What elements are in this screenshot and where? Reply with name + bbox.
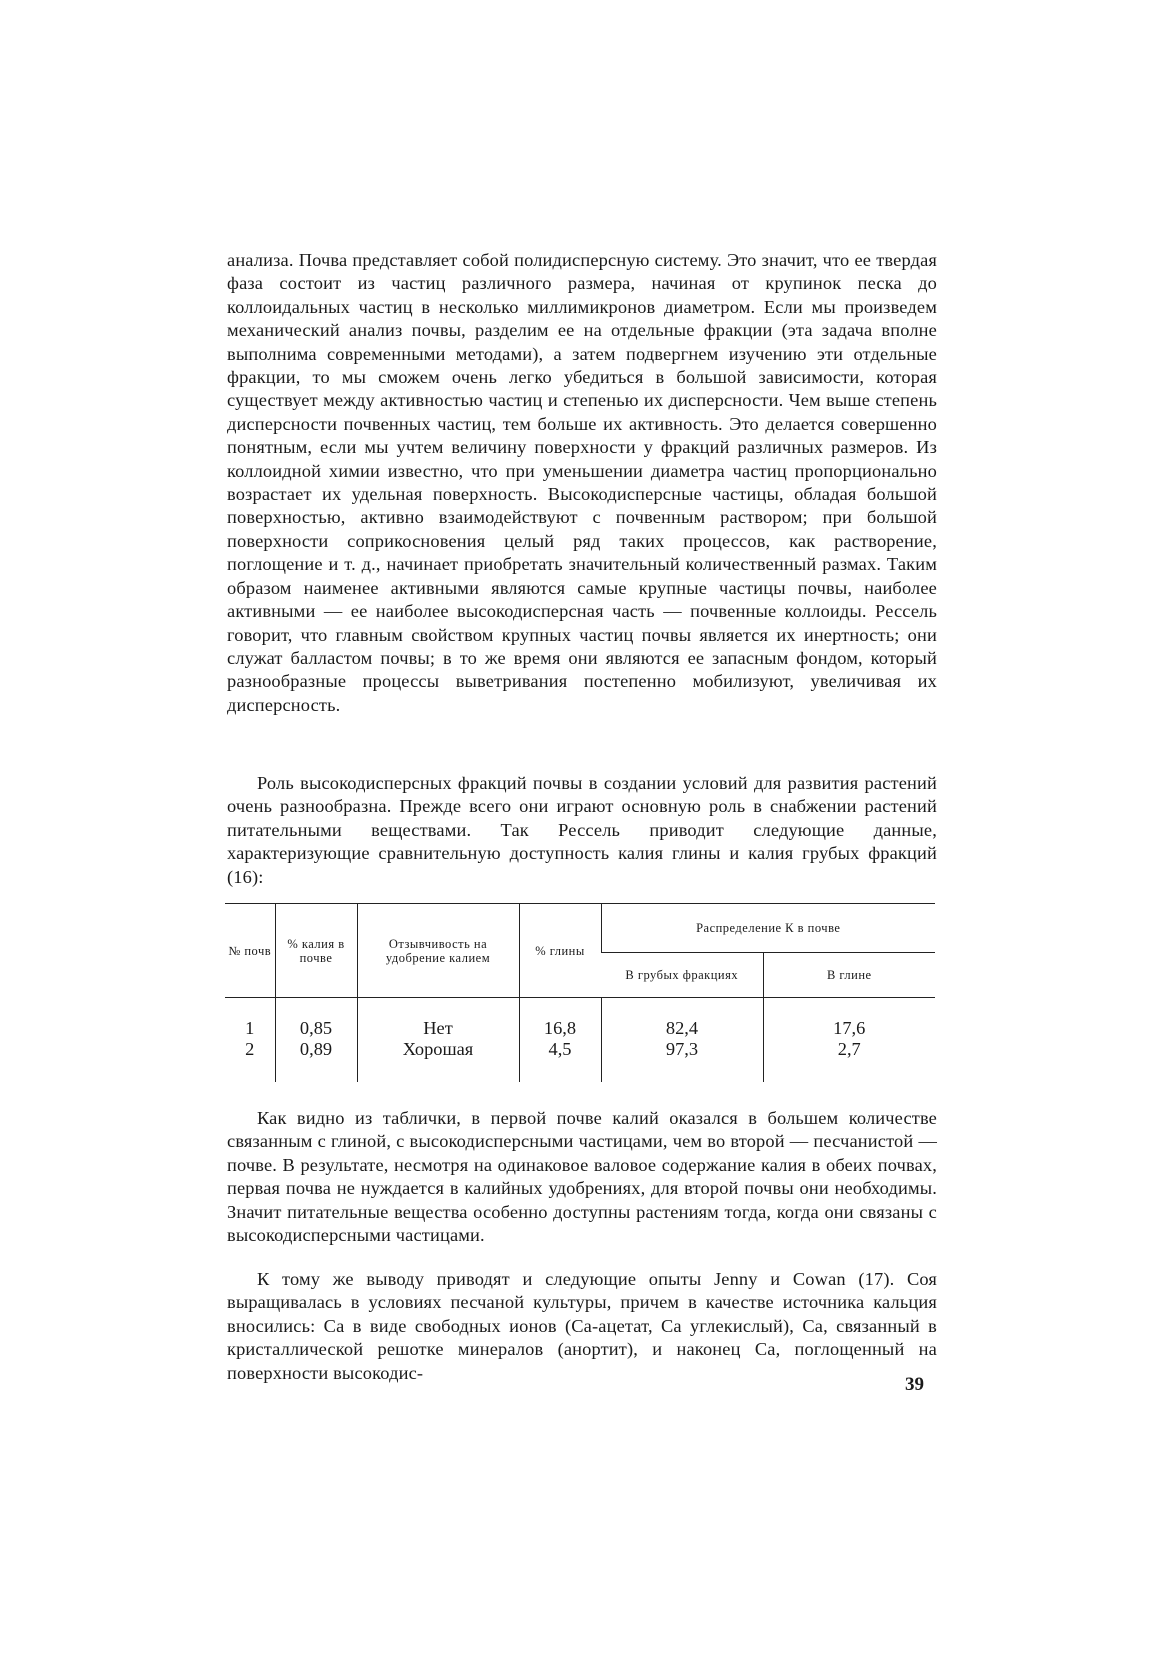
- cell-clay: 2,7: [763, 1039, 935, 1060]
- paragraph-1: анализа. Почва представляет собой полидисперсную систему. Это значит, что ее твердая фаза состоит из частиц различного размера, начиная от крупинок песка до коллоидальных частиц в несколько миллимикронов диаметром. Если мы произведем механический анализ почвы, разделим ее на отдельные фракции (эта задача вполне выполнима современными методами), а затем подвергнем изучению эти отдельные фракции, то мы сможем очень легко убедиться в большой зависимости, которая существует между активностью частиц и степенью их дисперсности. Чем выше степень дисперсности почвенных частиц, тем больше их активность. Это делается совершенно понятным, если мы учтем величину поверхности у фракций различных размеров. Из коллоидной химии известно, что при уменьшении диаметра частиц пропорционально возрастает их удельная поверхность. Высокодисперсные частицы, обладая большой поверхностью, активно взаимодействуют с почвенным раствором; при большой поверхности соприкосновения целый ряд таких процессов, как растворение, поглощение и т. д., начинает приобретать значительный количественный размах. Таким образом наименее активными являются самые крупные частицы почвы, наиболее активными — ее наиболее высокодисперсная часть — почвенные коллоиды. Рессель говорит, что главным свойством крупных частиц почвы является их инертность; они служат балластом почвы; в то же время они являются ее запасным фондом, который разнообразные процессы выветривания постепенно мобилизуют, увеличивая их дисперсность.: [227, 250, 937, 715]
- header-k-distribution: Распределение К в почве: [601, 904, 935, 953]
- header-fertilizer-response: Отзывчивость на удобрение калием: [357, 904, 519, 998]
- cell-response: Хорошая: [357, 1039, 519, 1060]
- cell-response: Нет: [357, 1018, 519, 1039]
- potassium-table: [225, 903, 935, 1082]
- page-number: 39: [905, 1374, 924, 1395]
- table-row: [225, 1018, 935, 1039]
- cell-clay-percent: 16,8: [519, 1018, 601, 1039]
- paragraph-3: Как видно из таблички, в первой почве калий оказался в большем количестве связанным с глиной, с высокодисперсными частицами, чем во второй — песчанистой — почве. В результате, несмотря на одинаковое валовое содержание калия в обеих почвах, первая почва не нуждается в калийных удобрениях, для второй почвы они необходимы. Значит питательные вещества особенно доступны растениям тогда, когда они связаны с высокодисперсными частицами.: [227, 1108, 937, 1246]
- cell-soil-number: 2: [245, 1039, 255, 1059]
- header-coarse-fractions: В грубых фракциях: [601, 953, 763, 998]
- header-clay-percent: % глины: [519, 904, 601, 998]
- cell-coarse: 82,4: [601, 1018, 763, 1039]
- paragraph-2: Роль высокодисперсных фракций почвы в создании условий для развития растений очень разнообразна. Прежде всего они играют основную роль в снабжении растений питательными веществами. Так Рессель приводит следующие данные, характеризующие сравнительную доступность калия глины и калия грубых фракций (16):: [227, 773, 937, 887]
- cell-soil-number: 1: [245, 1018, 255, 1038]
- cell-coarse: 97,3: [601, 1039, 763, 1060]
- paragraph-4: К тому же выводу приводят и следующие опыты Jenny и Cowan (17). Соя выращивалась в условиях песчаной культуры, причем в качестве источника кальция вносились: Са в виде свободных ионов (Са-ацетат, Са углекислый), Са, связанный в кристаллической решотке минералов (анортит), и наконец Са, поглощенный на поверхности высокодис-: [227, 1269, 937, 1383]
- cell-potassium: 0,89: [275, 1039, 357, 1060]
- header-potassium-percent: % калия в почве: [275, 904, 357, 998]
- header-in-clay: В глине: [763, 953, 935, 998]
- cell-potassium: 0,85: [275, 1018, 357, 1039]
- header-soil-number: № почв: [225, 904, 275, 998]
- cell-clay-percent: 4,5: [519, 1039, 601, 1060]
- cell-clay: 17,6: [763, 1018, 935, 1039]
- table-row: [225, 1039, 935, 1060]
